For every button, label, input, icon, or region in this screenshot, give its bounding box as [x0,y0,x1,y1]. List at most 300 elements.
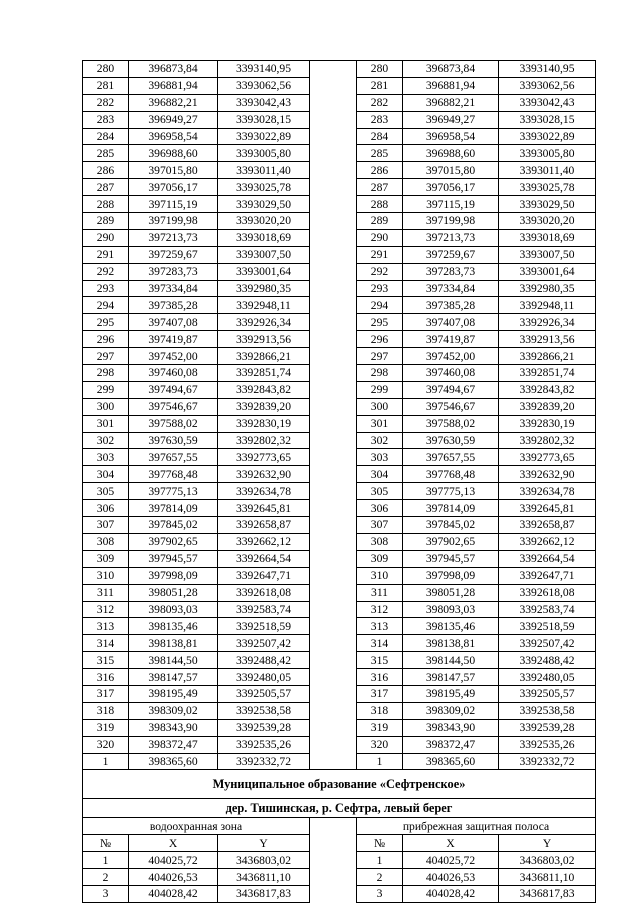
y-coordinate-right: 3392658,87 [499,517,596,534]
x-coordinate-left: 397814,09 [129,500,218,517]
x-coordinate-right: 398147,57 [403,669,499,686]
table-row [83,601,596,618]
x-coordinate-right: 397283,73 [403,263,499,280]
point-number-right: 291 [357,246,403,263]
x-coordinate-left: 404028,42 [129,885,218,902]
x-coordinate-left: 397115,19 [129,196,218,213]
column-gap [310,398,357,415]
header-x-left: X [129,835,218,852]
point-number-right: 303 [357,449,403,466]
y-coordinate-right: 3393007,50 [499,246,596,263]
point-number-right: 290 [357,229,403,246]
column-gap [310,635,357,652]
column-gap [310,365,357,382]
x-coordinate-right: 397546,67 [403,398,499,415]
point-number-right: 297 [357,348,403,365]
x-coordinate-right: 398343,90 [403,719,499,736]
table-row [83,500,596,517]
x-coordinate-right: 404026,53 [403,869,499,886]
y-coordinate-left: 3392802,32 [218,432,310,449]
point-number-left: 280 [83,61,129,78]
column-gap [310,314,357,331]
table-row [83,263,596,280]
y-coordinate-left: 3392583,74 [218,601,310,618]
y-coordinate-right: 3392538,58 [499,702,596,719]
x-coordinate-right: 396881,94 [403,77,499,94]
x-coordinate-left: 397334,84 [129,280,218,297]
y-coordinate-left: 3392913,56 [218,331,310,348]
x-coordinate-right: 398195,49 [403,685,499,702]
x-coordinate-left: 398135,46 [129,618,218,635]
y-coordinate-left: 3393020,20 [218,213,310,230]
point-number-left: 318 [83,702,129,719]
table-row [83,753,596,770]
y-coordinate-right: 3392843,82 [499,381,596,398]
table-row [83,635,596,652]
point-number-right: 1 [357,753,403,770]
y-coordinate-right: 3392830,19 [499,415,596,432]
y-coordinate-right: 3392505,57 [499,685,596,702]
point-number-right: 293 [357,280,403,297]
y-coordinate-left: 3393005,80 [218,145,310,162]
column-gap [310,111,357,128]
y-coordinate-left: 3392480,05 [218,669,310,686]
point-number-left: 305 [83,483,129,500]
point-number-right: 296 [357,331,403,348]
x-coordinate-right: 398135,46 [403,618,499,635]
point-number-left: 308 [83,533,129,550]
column-gap [310,869,357,886]
point-number-left: 303 [83,449,129,466]
x-coordinate-right: 397199,98 [403,213,499,230]
y-coordinate-right: 3393140,95 [499,61,596,78]
column-gap [310,466,357,483]
point-number-right: 309 [357,550,403,567]
point-number-left: 284 [83,128,129,145]
x-coordinate-left: 396882,21 [129,94,218,111]
y-coordinate-right: 3393022,89 [499,128,596,145]
table-row [83,466,596,483]
point-number-right: 308 [357,533,403,550]
column-gap [310,263,357,280]
table-row [83,128,596,145]
y-coordinate-left: 3392618,08 [218,584,310,601]
y-coordinate-left: 3392926,34 [218,314,310,331]
table-row [83,162,596,179]
table-row [83,61,596,78]
table-row [83,213,596,230]
x-coordinate-left: 398365,60 [129,753,218,770]
point-number-right: 281 [357,77,403,94]
point-number-left: 289 [83,213,129,230]
x-coordinate-left: 397259,67 [129,246,218,263]
table-row [83,584,596,601]
table-row [83,77,596,94]
header-y-left: Y [218,835,310,852]
y-coordinate-right: 3392634,78 [499,483,596,500]
table-row [83,432,596,449]
point-number-left: 320 [83,736,129,753]
y-coordinate-left: 3393029,50 [218,196,310,213]
point-number-left: 287 [83,179,129,196]
point-number-right: 288 [357,196,403,213]
x-coordinate-left: 397945,57 [129,550,218,567]
point-number-left: 288 [83,196,129,213]
column-gap [310,669,357,686]
y-coordinate-left: 3393140,95 [218,61,310,78]
y-coordinate-left: 3392634,78 [218,483,310,500]
column-gap [310,331,357,348]
column-gap [310,517,357,534]
x-coordinate-right: 397775,13 [403,483,499,500]
x-coordinate-right: 404025,72 [403,852,499,869]
x-coordinate-right: 397945,57 [403,550,499,567]
y-coordinate-left: 3392505,57 [218,685,310,702]
y-coordinate-left: 3392948,11 [218,297,310,314]
x-coordinate-right: 397385,28 [403,297,499,314]
table-row [83,869,596,886]
point-number-right: 319 [357,719,403,736]
x-coordinate-right: 398138,81 [403,635,499,652]
table-row [83,398,596,415]
x-coordinate-right: 397588,02 [403,415,499,432]
x-coordinate-left: 397419,87 [129,331,218,348]
x-coordinate-right: 396958,54 [403,128,499,145]
x-coordinate-right: 397460,08 [403,365,499,382]
table-row [83,348,596,365]
column-gap [310,835,357,852]
x-coordinate-left: 396881,94 [129,77,218,94]
y-coordinate-left: 3392839,20 [218,398,310,415]
x-coordinate-left: 397588,02 [129,415,218,432]
y-coordinate-left: 3392662,12 [218,533,310,550]
x-coordinate-left: 404026,53 [129,869,218,886]
table-row [83,483,596,500]
point-number-right: 282 [357,94,403,111]
point-number-left: 302 [83,432,129,449]
y-coordinate-left: 3393001,64 [218,263,310,280]
table-row [83,179,596,196]
y-coordinate-right: 3436803,02 [499,852,596,869]
point-number-left: 281 [83,77,129,94]
y-coordinate-right: 3393062,56 [499,77,596,94]
y-coordinate-right: 3393025,78 [499,179,596,196]
header-y-right: Y [499,835,596,852]
y-coordinate-left: 3393007,50 [218,246,310,263]
x-coordinate-left: 397199,98 [129,213,218,230]
x-coordinate-left: 398309,02 [129,702,218,719]
column-gap [310,196,357,213]
column-gap [310,432,357,449]
point-number-right: 314 [357,635,403,652]
y-coordinate-right: 3392518,59 [499,618,596,635]
x-coordinate-right: 396873,84 [403,61,499,78]
y-coordinate-right: 3392839,20 [499,398,596,415]
y-coordinate-left: 3392518,59 [218,618,310,635]
point-number-left: 315 [83,652,129,669]
x-coordinate-left: 398144,50 [129,652,218,669]
point-number-right: 284 [357,128,403,145]
x-coordinate-left: 397630,59 [129,432,218,449]
point-number-left: 297 [83,348,129,365]
table-row [83,702,596,719]
point-number-left: 311 [83,584,129,601]
x-coordinate-right: 397998,09 [403,567,499,584]
column-gap [310,179,357,196]
y-coordinate-left: 3393022,89 [218,128,310,145]
y-coordinate-left: 3392851,74 [218,365,310,382]
location-title: дер. Тишинская, р. Сефтра, левый берег [83,799,596,818]
y-coordinate-right: 3392851,74 [499,365,596,382]
point-number-left: 304 [83,466,129,483]
point-number-right: 292 [357,263,403,280]
point-number-right: 317 [357,685,403,702]
column-gap [310,719,357,736]
x-coordinate-left: 398138,81 [129,635,218,652]
column-gap [310,818,357,835]
x-coordinate-left: 397283,73 [129,263,218,280]
x-coordinate-left: 397657,55 [129,449,218,466]
point-number-left: 285 [83,145,129,162]
point-number-right: 298 [357,365,403,382]
table-row [83,517,596,534]
x-coordinate-right: 397419,87 [403,331,499,348]
header-num-right: № [357,835,403,852]
header-x-right: X [403,835,499,852]
table-row [83,533,596,550]
table-row [83,669,596,686]
coordinates-body [83,61,596,770]
point-number-left: 307 [83,517,129,534]
column-gap [310,500,357,517]
point-number-right: 313 [357,618,403,635]
x-coordinate-right: 404028,42 [403,885,499,902]
point-number-right: 285 [357,145,403,162]
x-coordinate-left: 397460,08 [129,365,218,382]
table-row [83,196,596,213]
table-row [83,685,596,702]
point-number-left: 316 [83,669,129,686]
y-coordinate-left: 3436803,02 [218,852,310,869]
y-coordinate-right: 3436817,83 [499,885,596,902]
column-gap [310,145,357,162]
point-number-right: 283 [357,111,403,128]
x-coordinate-left: 396873,84 [129,61,218,78]
y-coordinate-left: 3393042,43 [218,94,310,111]
x-coordinate-left: 396949,27 [129,111,218,128]
x-coordinate-right: 397115,19 [403,196,499,213]
y-coordinate-right: 3393005,80 [499,145,596,162]
point-number-right: 316 [357,669,403,686]
x-coordinate-right: 397494,67 [403,381,499,398]
point-number-right: 289 [357,213,403,230]
point-number-left: 3 [83,885,129,902]
column-gap [310,736,357,753]
point-number-right: 2 [357,869,403,886]
y-coordinate-right: 3392539,28 [499,719,596,736]
point-number-left: 306 [83,500,129,517]
x-coordinate-right: 396882,21 [403,94,499,111]
header-num-left: № [83,835,129,852]
point-number-left: 299 [83,381,129,398]
column-gap [310,381,357,398]
point-number-left: 319 [83,719,129,736]
x-coordinate-right: 397213,73 [403,229,499,246]
x-coordinate-left: 398372,47 [129,736,218,753]
point-number-right: 1 [357,852,403,869]
table-row [83,280,596,297]
x-coordinate-left: 397452,00 [129,348,218,365]
table-row [83,852,596,869]
point-number-right: 310 [357,567,403,584]
column-gap [310,533,357,550]
x-coordinate-right: 396949,27 [403,111,499,128]
column-gap [310,162,357,179]
point-number-left: 296 [83,331,129,348]
y-coordinate-right: 3392664,54 [499,550,596,567]
y-coordinate-left: 3392538,58 [218,702,310,719]
x-coordinate-right: 397056,17 [403,179,499,196]
table-row [83,415,596,432]
x-coordinate-left: 396988,60 [129,145,218,162]
point-number-left: 295 [83,314,129,331]
column-gap [310,601,357,618]
point-number-left: 298 [83,365,129,382]
column-gap [310,685,357,702]
point-number-left: 286 [83,162,129,179]
y-coordinate-left: 3393025,78 [218,179,310,196]
x-coordinate-right: 398144,50 [403,652,499,669]
y-coordinate-right: 3392773,65 [499,449,596,466]
x-coordinate-right: 397630,59 [403,432,499,449]
y-coordinate-right: 3392480,05 [499,669,596,686]
y-coordinate-right: 3392488,42 [499,652,596,669]
table-row [83,567,596,584]
y-coordinate-right: 3392980,35 [499,280,596,297]
x-coordinate-right: 398372,47 [403,736,499,753]
point-number-left: 300 [83,398,129,415]
point-number-left: 1 [83,753,129,770]
column-gap [310,229,357,246]
point-number-right: 315 [357,652,403,669]
municipality-title: Муниципальное образование «Сефтренское» [83,770,596,799]
y-coordinate-left: 3392332,72 [218,753,310,770]
y-coordinate-right: 3393029,50 [499,196,596,213]
coastal-protection-strip-label: прибрежная защитная полоса [357,818,596,835]
point-number-left: 314 [83,635,129,652]
x-coordinate-right: 398051,28 [403,584,499,601]
point-number-left: 317 [83,685,129,702]
point-number-right: 299 [357,381,403,398]
column-gap [310,280,357,297]
column-gap [310,618,357,635]
x-coordinate-left: 397056,17 [129,179,218,196]
x-coordinate-right: 398309,02 [403,702,499,719]
x-coordinate-right: 397015,80 [403,162,499,179]
y-coordinate-right: 3393028,15 [499,111,596,128]
point-number-left: 294 [83,297,129,314]
y-coordinate-left: 3392539,28 [218,719,310,736]
x-coordinate-left: 397015,80 [129,162,218,179]
y-coordinate-right: 3393020,20 [499,213,596,230]
y-coordinate-left: 3393018,69 [218,229,310,246]
column-gap [310,77,357,94]
y-coordinate-right: 3392647,71 [499,567,596,584]
y-coordinate-left: 3392535,26 [218,736,310,753]
y-coordinate-left: 3393028,15 [218,111,310,128]
x-coordinate-left: 397546,67 [129,398,218,415]
point-number-right: 304 [357,466,403,483]
y-coordinate-left: 3392658,87 [218,517,310,534]
y-coordinate-right: 3392926,34 [499,314,596,331]
point-number-left: 309 [83,550,129,567]
point-number-right: 287 [357,179,403,196]
y-coordinate-left: 3392843,82 [218,381,310,398]
point-number-right: 286 [357,162,403,179]
point-number-left: 283 [83,111,129,128]
x-coordinate-right: 397407,08 [403,314,499,331]
x-coordinate-right: 398365,60 [403,753,499,770]
y-coordinate-left: 3392632,90 [218,466,310,483]
point-number-left: 293 [83,280,129,297]
x-coordinate-left: 397902,65 [129,533,218,550]
point-number-right: 311 [357,584,403,601]
column-gap [310,128,357,145]
point-number-right: 294 [357,297,403,314]
y-coordinate-right: 3436811,10 [499,869,596,886]
point-number-right: 302 [357,432,403,449]
y-coordinate-right: 3392948,11 [499,297,596,314]
column-gap [310,753,357,770]
y-coordinate-left: 3392980,35 [218,280,310,297]
column-gap [310,213,357,230]
y-coordinate-left: 3392647,71 [218,567,310,584]
x-coordinate-left: 397385,28 [129,297,218,314]
y-coordinate-left: 3392507,42 [218,635,310,652]
column-gap [310,94,357,111]
x-coordinate-left: 397494,67 [129,381,218,398]
column-gap [310,449,357,466]
x-coordinate-left: 396958,54 [129,128,218,145]
y-coordinate-left: 3393011,40 [218,162,310,179]
section-rows [83,852,596,903]
point-number-left: 2 [83,869,129,886]
x-coordinate-right: 397768,48 [403,466,499,483]
y-coordinate-right: 3392645,81 [499,500,596,517]
y-coordinate-left: 3392866,21 [218,348,310,365]
point-number-left: 292 [83,263,129,280]
y-coordinate-right: 3393011,40 [499,162,596,179]
y-coordinate-right: 3392632,90 [499,466,596,483]
y-coordinate-right: 3393001,64 [499,263,596,280]
x-coordinate-right: 397259,67 [403,246,499,263]
table-row [83,719,596,736]
table-row [83,381,596,398]
x-coordinate-left: 398147,57 [129,669,218,686]
x-coordinate-right: 396988,60 [403,145,499,162]
y-coordinate-left: 3392773,65 [218,449,310,466]
point-number-right: 3 [357,885,403,902]
column-gap [310,550,357,567]
table-row [83,297,596,314]
column-gap [310,652,357,669]
table-row [83,229,596,246]
x-coordinate-right: 397902,65 [403,533,499,550]
point-number-right: 320 [357,736,403,753]
point-number-left: 291 [83,246,129,263]
column-gap [310,415,357,432]
column-gap [310,567,357,584]
